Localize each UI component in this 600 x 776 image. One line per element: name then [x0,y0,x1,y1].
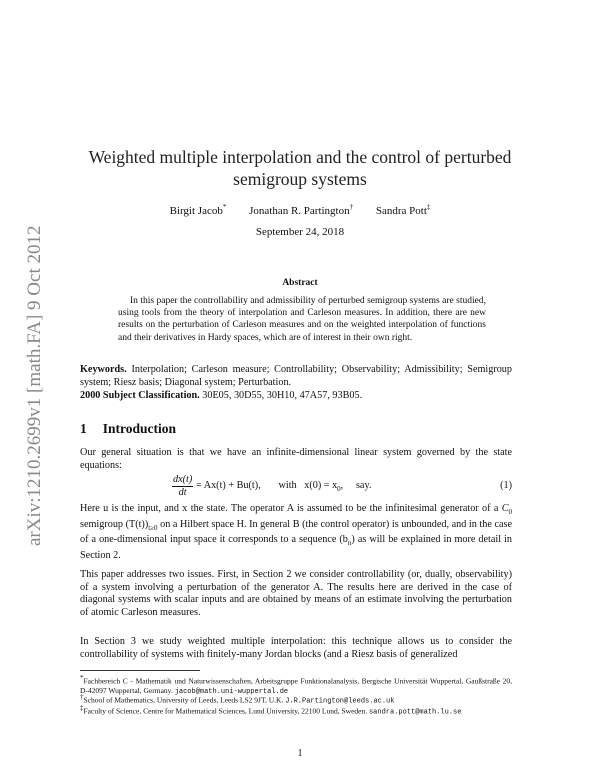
keywords [80,364,512,389]
arxiv-stamp-text: arXiv:1210.2699v1 [math.FA] 9 Oct 2012 [24,225,45,546]
intro-paragraph-4: In Section 3 we study weighted multiple interpolation: this technique allows us to consider the controllability of systems with finitely-many Jordan blocks (and a Riesz basis of generalized [80,636,512,660]
derivative-fraction: $\frac{dx(t)}{dt}$ [173,474,193,498]
abstract-heading: Abstract [282,278,318,288]
author: Birgit Jacob* [169,203,227,217]
footnote-3: ‡Faculty of Science, Centre for Mathematical Sciences, Lund University, 22100 Lund, Sweden. sandra.pott@math.lu.se [80,704,462,717]
equation-body: = Ax(t) + Bu(t), with $x(0) = x_0$, say. [196,480,372,494]
footnote-1: *Fachbereich C - Mathematik und Naturwissenschaften, Arbeitsgruppe Funktionalanalysis, Bergische Universität Wuppertal, Gaußstraße 20, D-42097 Wuppertal, Germany. jacob@math.uni-wuppertal.de [80,674,512,697]
email-link[interactable]: sandra.pott@math.lu.se [368,708,462,717]
footnote-2: †School of Mathematics, University of Leeds, Leeds LS2 9JT, U.K. J.R.Partington@leeds.ac.uk [80,693,395,706]
paper-title: Weighted multiple interpolation and the control of perturbed semigroup systems [88,147,512,189]
subject-classification [80,390,512,403]
arxiv-side-stamp [14,150,50,550]
author: Sandra Pott‡ [375,203,431,217]
section-number: 1 [80,421,87,436]
footnote-rule [80,670,200,671]
intro-paragraph-3: This paper addresses two issues. First, in Section 2 we consider controllability (or, dually, observability) of a system involving a perturbation of the generator A. The results here are derived in the case of diagonal systems with scalar inputs and are obtained by means of an estimate involving the perturbation of atomic Carleson measures. [80,569,512,618]
keywords-label: Keywords. [80,364,127,375]
msc-text: 30E05, 30D55, 30H10, 47A57, 93B05. [202,390,363,401]
author: Jonathan R. Partington† [249,203,354,217]
author-list [60,203,540,217]
intro-paragraph-1: Our general situation is that we have an infinite-dimensional linear system governed by the state equations: [80,447,512,471]
section-heading [80,421,176,437]
section-title: Introduction [102,421,177,436]
intro-paragraph-2: Here u is the input, and x the state. The operator A is assumed to be the infinitesimal generator of a $C_0$ semigroup $(T(t))_{t\ge 0}$ on a Hilbert space H. In general B (the control operator) is unbounded, and in the case of a one-dimensional input space it corresponds to a sequence $(b_n)$ as will be explained in more detail in Section 2. [80,503,512,561]
paper-date: September 24, 2018 [255,226,345,238]
keywords-text: Interpolation; Carleson measure; Controllability; Observability; Admissibility; Semigroup system; Riesz basis; Diagonal system; Perturbation. [80,364,512,388]
email-link[interactable]: jacob@math.uni-wuppertal.de [174,688,289,697]
email-link[interactable]: J.R.Partington@leeds.ac.uk [285,697,395,706]
equation-number: (1) [500,480,512,491]
page-number: 1 [297,748,303,759]
state-equation [80,474,512,500]
msc-label: 2000 Subject Classification. [80,390,200,401]
abstract-text: In this paper the controllability and admissibility of perturbed semigroup systems are studied, using tools from the theory of interpolation and Carleson measures. In addition, there are new results on the perturbation of Carleson measures and on the weighted interpolation of functions and their derivatives in Hardy spaces, which are of interest in their own right. [118,296,486,343]
